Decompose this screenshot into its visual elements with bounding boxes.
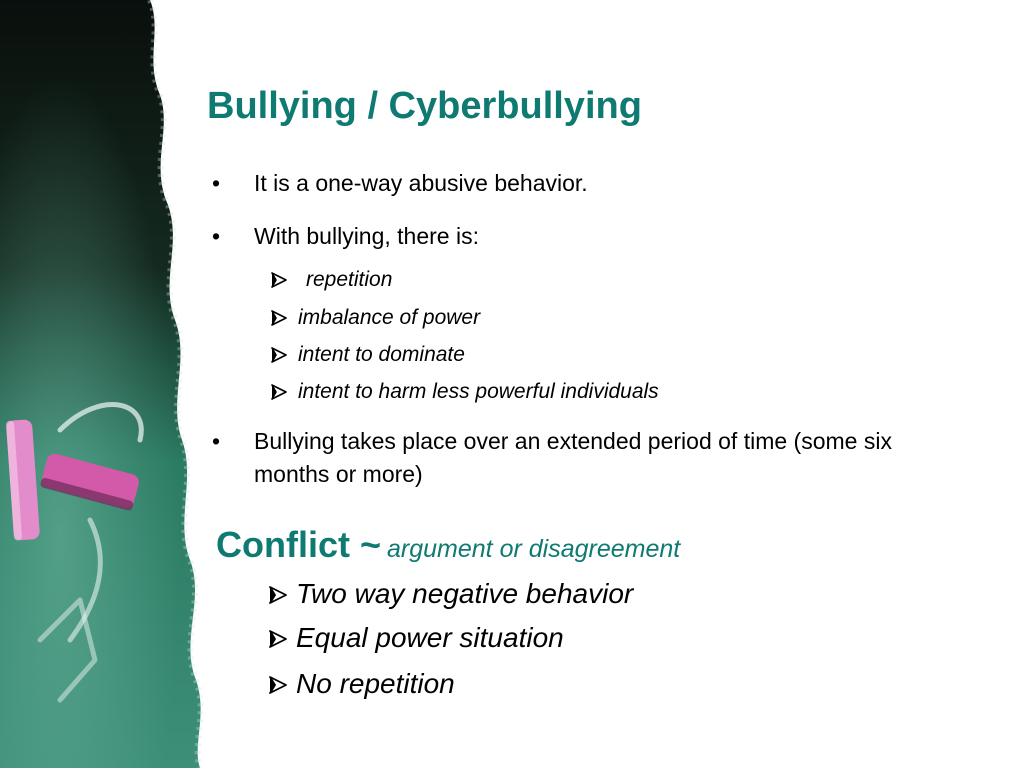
bullet-text: Bullying takes place over an extended period of time (some six months or more) [254,428,892,487]
bullet-marker: • [212,170,221,196]
conflict-definition: argument or disagreement [387,535,681,563]
sub-item-text: imbalance of power [298,306,481,329]
sub-list-item [270,304,480,332]
conflict-item-text: Two way negative behavior [296,578,634,609]
bullet-marker: • [212,223,221,249]
bullet-item [212,220,944,253]
bullet-text: It is a one-way abusive behavior. [254,170,588,196]
sub-list-item [270,341,465,369]
bullet-text: With bullying, there is: [254,223,479,249]
arrow-bullet-icon [268,630,288,648]
conflict-list-item [268,666,455,702]
arrow-bullet-icon [270,384,288,400]
conflict-list-item [268,576,633,612]
conflict-heading [216,522,680,576]
arrow-bullet-icon [270,310,288,326]
arrow-bullet-icon [270,347,288,363]
conflict-item-text: No repetition [296,668,455,699]
slide-title: Bullying / Cyberbullying [207,85,642,127]
bullet-item [212,167,944,200]
chalkboard-image [0,0,240,768]
sub-item-text: repetition [306,268,393,291]
bullet-marker: • [212,428,221,454]
arrow-bullet-icon [268,586,288,604]
sub-list-item [270,266,392,294]
sub-item-text: intent to harm less powerful individuals [298,380,659,403]
conflict-list-item [268,620,564,656]
conflict-item-text: Equal power situation [296,622,564,653]
arrow-bullet-icon [270,272,288,288]
sub-item-text: intent to dominate [298,343,465,366]
arrow-bullet-icon [268,676,288,694]
bullet-item [212,425,944,491]
sub-list-item [270,378,659,406]
conflict-title: Conflict ~ [216,524,382,565]
